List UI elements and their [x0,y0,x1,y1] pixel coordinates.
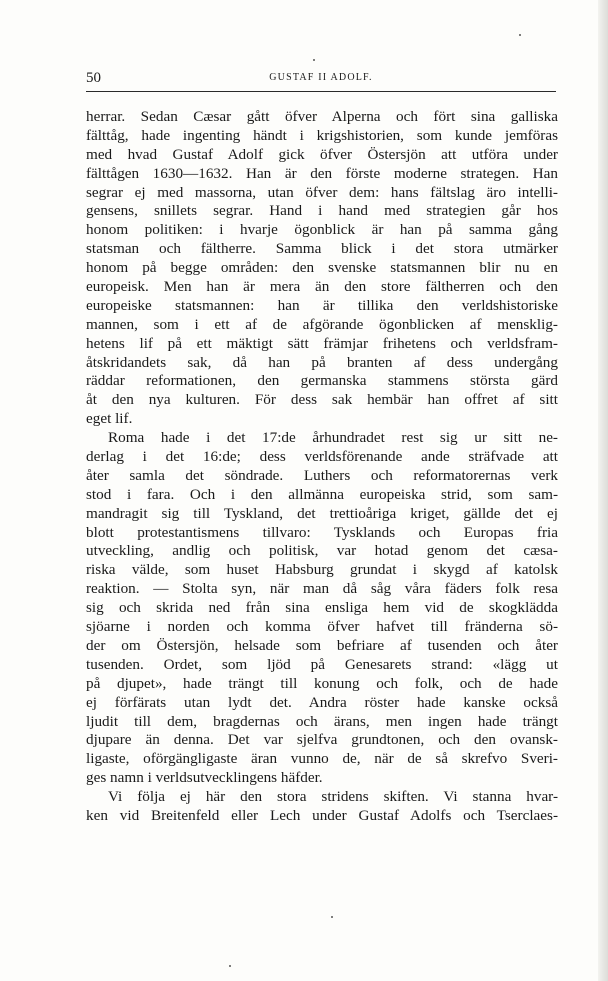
text-line: fälttågen 1630—1632. Han är den förste moderne strategen. Han [86,164,558,182]
page-edge-shadow [598,0,608,981]
text-line: blott protestantismens tillvaro: Tysklands och Europas fria [86,523,558,541]
print-speck [229,965,231,967]
text-line: europeisk. Men han är mera än den store fältherren och den [86,278,558,296]
text-line: räddar reformationen, den germanska stammens största gärd [86,372,558,390]
text-line: Roma hade i det 17:de århundradet rest sig ur sitt ne- [108,429,558,447]
text-line: reaktion. — Stolta syn, när man då såg våra fäders folk resa [86,580,558,598]
text-line: ligaste, oförgängligaste äran vunno de, när de så skrefvo Sveri- [86,750,558,768]
text-line: riska välde, som huset Habsburg grundat i skygd af katolsk [86,561,558,579]
text-line: stod i fara. Och i den allmänna europeiska strid, som sam- [86,485,558,503]
text-line: mannen, som i ett af de afgörande ögonblicken af mensklig- [86,315,558,333]
text-line: åt den nya kulturen. För dess sak hembär han offret af sitt [86,391,558,409]
text-line: ges namn i verldsutvecklingens häfder. [86,769,323,787]
text-line: derlag i det 16:de; dess verldsförenande ande sträfvade att [86,448,558,466]
page-header [86,68,556,88]
text-line: der om Östersjön, helsade som befriare af tusenden och åter [86,636,558,654]
text-line: Vi följa ej här den stora stridens skiften. Vi stanna hvar- [108,788,558,806]
text-line: med hvad Gustaf Adolf gick öfver Östersjön att utföra under [86,145,558,163]
text-line: åtskridandets sak, då han på branten af dess undergång [86,353,558,371]
text-line: hetens lif på ett mäktigt sätt främjar frihetens och verldsfram- [86,334,558,352]
text-line: ej förfärats utan lydt det. Andra röster hade kanske också [86,693,558,711]
print-speck [519,34,521,36]
text-line: sjöarne i norden och komma öfver hafvet till fränderna sö- [86,618,558,636]
print-speck [331,916,333,918]
text-line: åter samla det söndrade. Luthers och reformatorernas verk [86,466,558,484]
page-number: 50 [86,70,101,86]
text-line: fälttåg, hade ingenting händt i krigshistorien, som kunde jemföras [86,126,558,144]
body-text [86,108,558,826]
text-line: tusenden. Ordet, som ljöd på Genesarets strand: «lägg ut [86,655,558,673]
text-line: europeiske statsmannen: han är tillika den verldshistoriske [86,296,558,314]
text-line: eget lif. [86,410,133,428]
text-line: honom politiken: i hvarje ögonblick är han på samma gång [86,221,558,239]
text-line: statsman och fältherre. Samma blick i det stora utmärker [86,240,558,258]
text-line: sig och skrida ned från sina ensliga hem vid de skogklädda [86,599,558,617]
print-speck [313,59,315,61]
text-line: djupare än denna. Det var sjelfva grundtonen, och den ovansk- [86,731,558,749]
text-line: ken vid Breitenfeld eller Lech under Gustaf Adolfs och Tserclaes- [86,806,558,824]
text-line: på djupet», hade trängt till konung och folk, och de hade [86,674,558,692]
text-line: mandragit sig till Tyskland, det trettioåriga kriget, gällde det ej [86,504,558,522]
text-line: herrar. Sedan Cæsar gått öfver Alperna och fört sina galliska [86,108,558,125]
text-line: honom på begge områden: den svenske statsmannen blir nu en [86,259,558,277]
text-line: ljudit till dem, bragdernas och ärans, men ingen hade trängt [86,712,558,730]
text-line: gensens, snillets segrar. Hand i hand med strategien går hos [86,202,558,220]
header-rule [86,91,556,92]
text-line: segrar ej med massorna, utan öfver dem: hans fältslag äro intelli- [86,183,558,201]
running-title: GUSTAF II ADOLF. [269,72,373,83]
text-line: utveckling, andlig och politisk, var hotad genom det cæsa- [86,542,558,560]
